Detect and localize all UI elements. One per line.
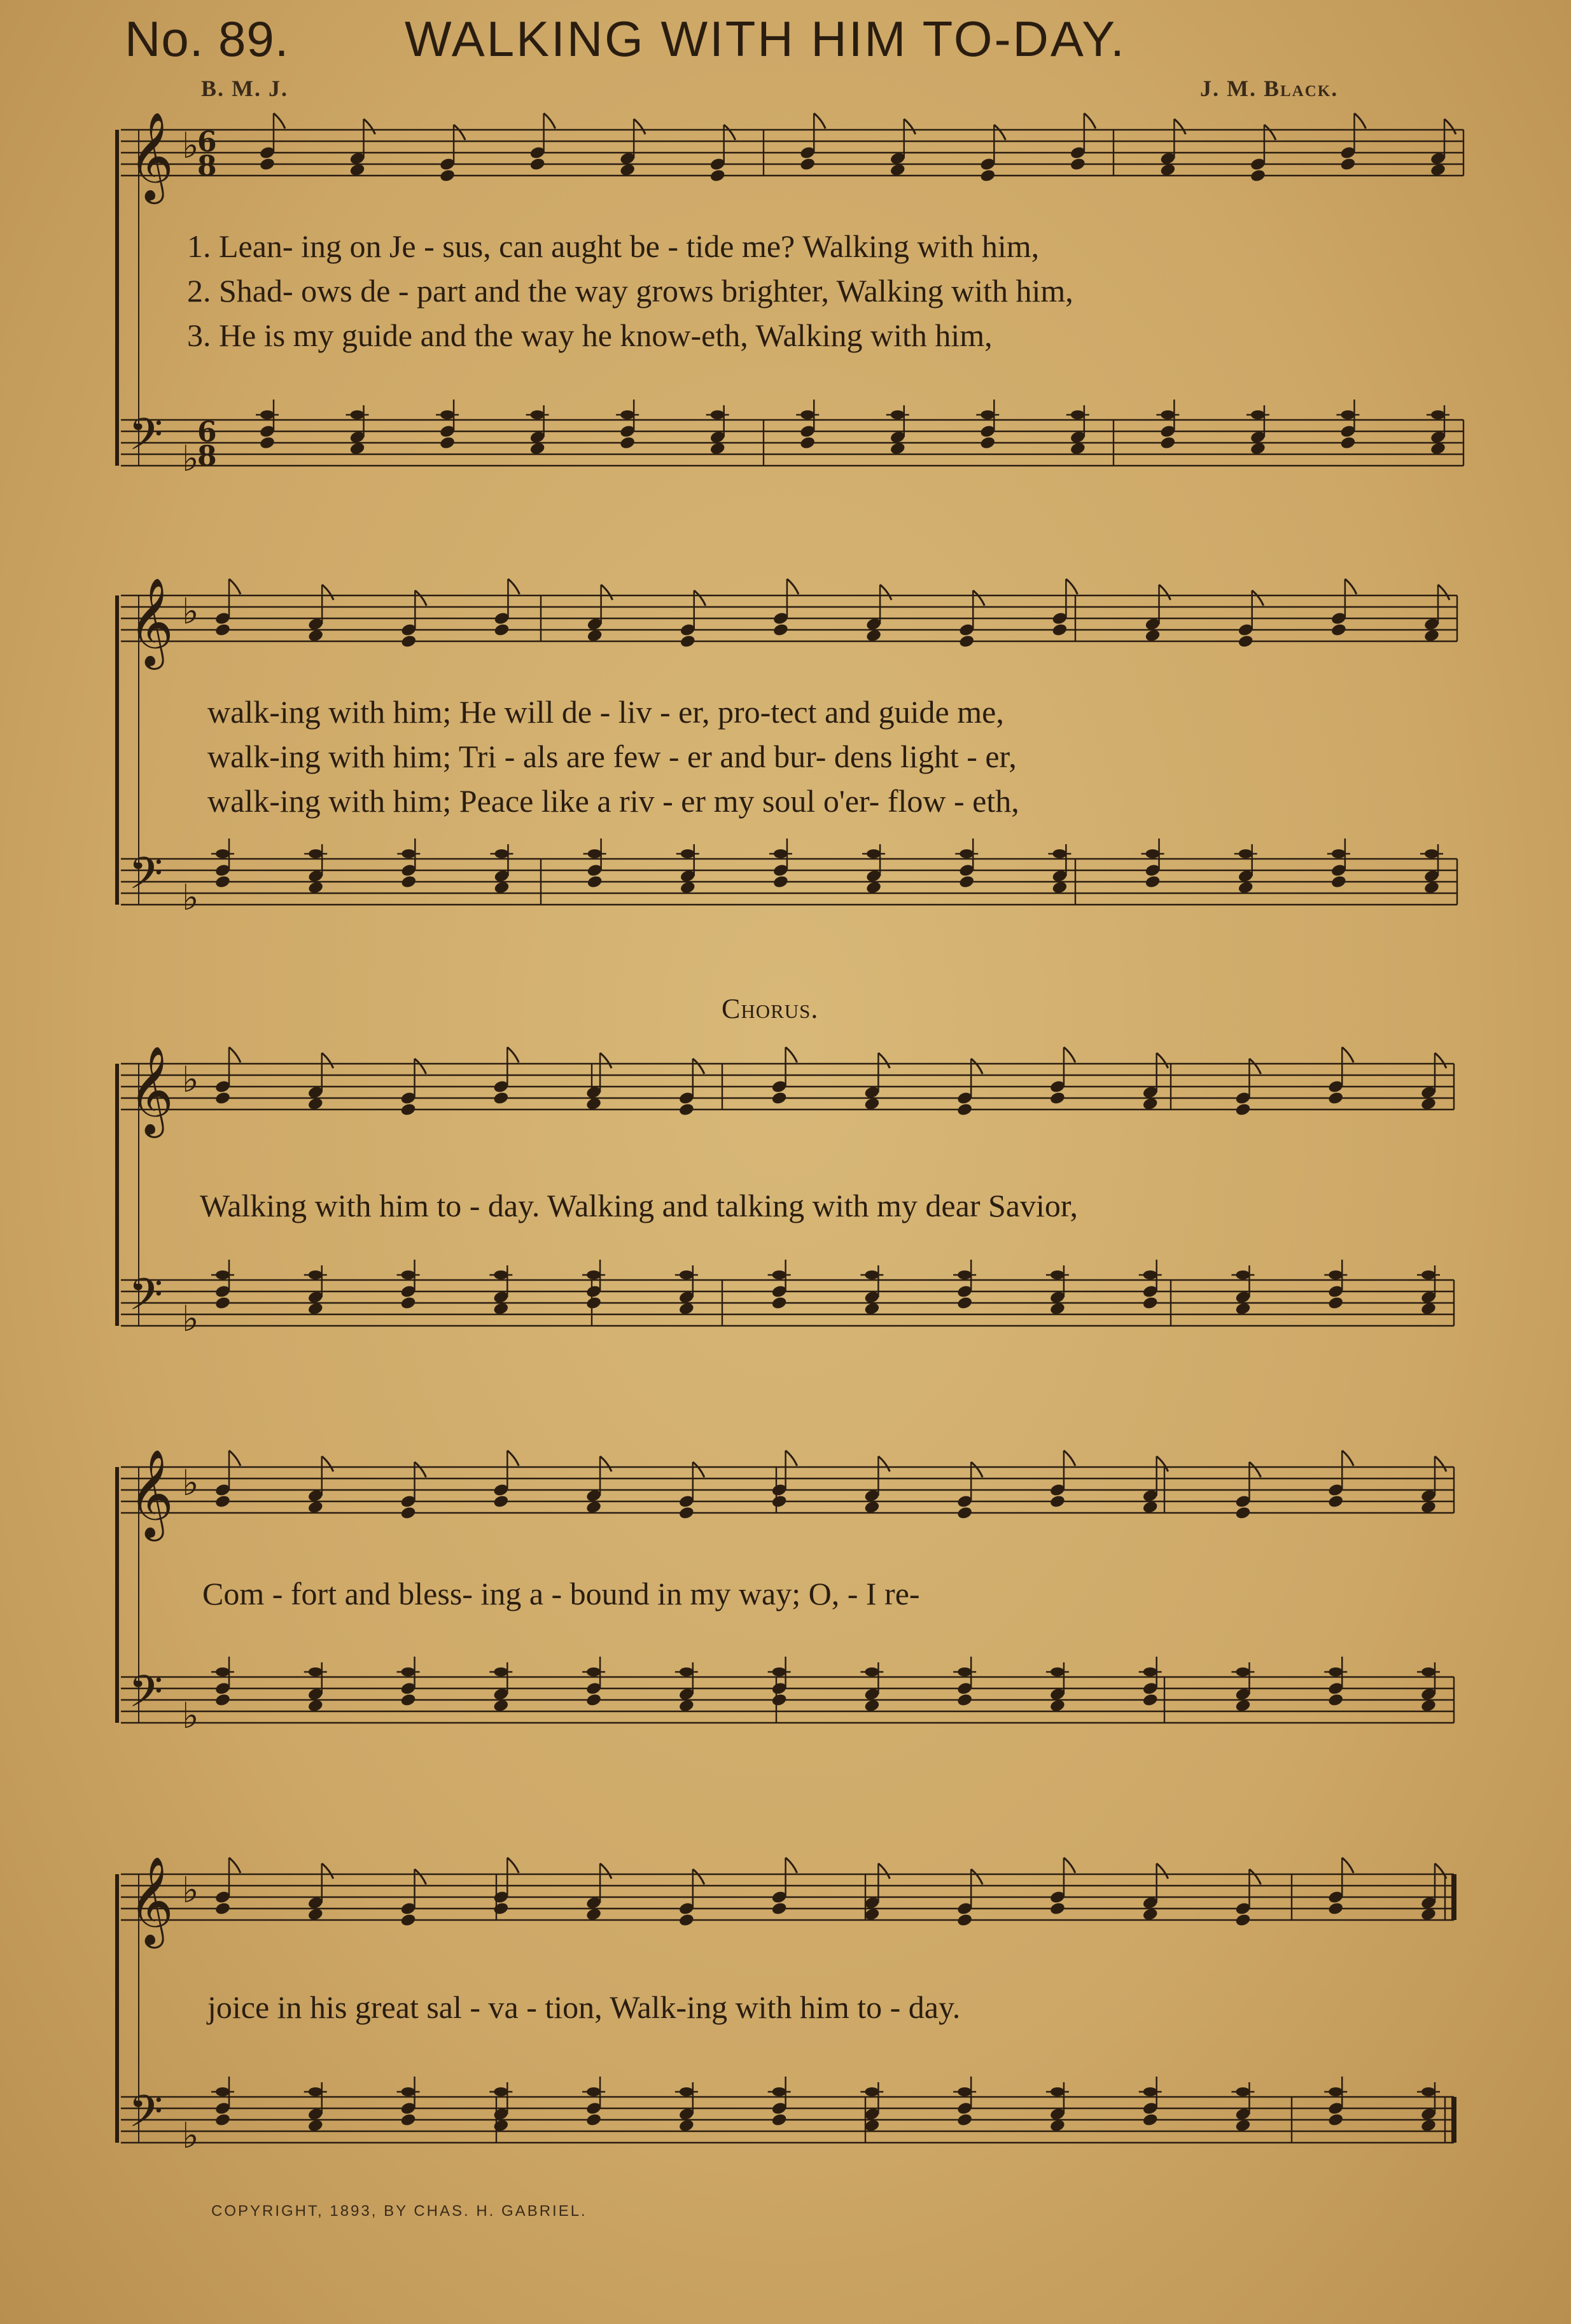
note-flag [600, 1863, 611, 1879]
note-flag [693, 1059, 704, 1074]
system-3-bass-clef-icon: 𝄢 [129, 1269, 164, 1331]
system-4-bass-flat-icon: ♭ [182, 1695, 199, 1737]
note-head [492, 1902, 509, 1916]
note-flag [1252, 590, 1264, 606]
note-head [492, 1091, 509, 1106]
note-flag [364, 119, 375, 134]
note-head [400, 1506, 416, 1520]
note-head [678, 1913, 695, 1928]
system-4-lyric: Com - fort and bless- ing a - bound in my way; O, - I re- [202, 1576, 920, 1611]
note-head [214, 623, 231, 637]
note-head [585, 1296, 602, 1311]
note-flag [601, 585, 613, 600]
copyright-notice: COPYRIGHT, 1893, BY CHAS. H. GABRIEL. [211, 2202, 587, 2220]
note-head [214, 2113, 231, 2127]
system-4-treble-flat-icon: ♭ [182, 1463, 199, 1504]
note-head [771, 1091, 788, 1106]
note-head [956, 1506, 973, 1520]
note-flag [1159, 585, 1171, 600]
note-head [1250, 169, 1266, 183]
note-head [1238, 634, 1254, 649]
bass-time-signature-top: 6 [197, 416, 217, 449]
chorus-label: Chorus. [722, 993, 819, 1024]
note-flag [1064, 1451, 1075, 1466]
note-flag [1438, 585, 1449, 600]
note-head [771, 2113, 788, 2127]
note-flag [1342, 1451, 1353, 1466]
note-head [585, 1693, 602, 1708]
note-flag [786, 1858, 797, 1873]
note-flag [1249, 1462, 1260, 1477]
note-head [1339, 436, 1356, 450]
note-flag [322, 1863, 333, 1879]
note-flag [229, 1451, 241, 1466]
note-head [214, 1494, 231, 1509]
system-2-bass-clef-icon: 𝄢 [129, 847, 164, 910]
note-flag [507, 1047, 519, 1062]
note-head [771, 1494, 788, 1509]
note-head [1330, 623, 1347, 637]
system-3-treble-flat-icon: ♭ [182, 1059, 199, 1101]
note-head [585, 2113, 602, 2127]
note-flag [1342, 1858, 1353, 1873]
note-flag [1342, 1047, 1353, 1062]
note-flag [1157, 1863, 1168, 1879]
note-flag [878, 1456, 890, 1472]
note-flag [971, 1462, 982, 1477]
system-5-lyric: joice in his great sal - va - tion, Walk-ing with him to - day. [207, 1989, 961, 2025]
note-head [587, 875, 603, 889]
note-flag [229, 1858, 241, 1873]
note-head [400, 1693, 416, 1708]
note-head [1142, 1296, 1159, 1311]
system-1-bass-clef-icon: 𝄢 [129, 408, 164, 471]
note-head [979, 436, 996, 450]
note-flag [322, 1053, 333, 1068]
hymn-title: WALKING WITH HIM TO-DAY. [405, 11, 1126, 67]
note-head [1142, 1693, 1159, 1708]
note-head [956, 1296, 973, 1311]
note-flag [600, 1456, 611, 1472]
system-5-treble-clef-icon: 𝄞 [129, 1856, 174, 1945]
note-flag [415, 590, 426, 606]
note-flag [1157, 1456, 1168, 1472]
note-flag [1249, 1869, 1260, 1884]
system-2-verse-2: walk-ing with him; Tri - als are few - er and bur- dens light - er, [207, 739, 1017, 774]
note-head [259, 436, 276, 450]
note-head [214, 1693, 231, 1708]
system-2-verse-1: walk-ing with him; He will de - liv - er, pro-tect and guide me, [207, 694, 1004, 730]
note-flag [814, 113, 825, 129]
note-flag [634, 119, 645, 134]
note-head [771, 1693, 788, 1708]
note-flag [508, 579, 519, 594]
note-head [678, 1506, 695, 1520]
note-head [439, 169, 456, 183]
note-flag [693, 1869, 704, 1884]
treble-time-signature-top: 6 [197, 126, 217, 158]
note-flag [880, 585, 891, 600]
note-head [678, 1103, 695, 1117]
note-head [1234, 1506, 1251, 1520]
system-2-verse-3: walk-ing with him; Peace like a riv - er my soul o'er- flow - eth, [207, 783, 1019, 819]
hymn-number: No. 89. [125, 11, 290, 67]
note-head [1144, 875, 1161, 889]
system-1-verse-2: 2. Shad- ows de - part and the way grows brighter, Walking with him, [187, 273, 1073, 309]
note-flag [1345, 579, 1357, 594]
system-3-lyric: Walking with him to - day. Walking and talking with my dear Savior, [200, 1188, 1079, 1223]
note-head [956, 2113, 973, 2127]
system-2-bass-flat-icon: ♭ [182, 877, 199, 919]
note-flag [724, 125, 736, 140]
system-1-treble-flat-icon: ♭ [182, 125, 199, 167]
note-flag [274, 113, 285, 129]
note-flag [786, 1047, 797, 1062]
note-flag [786, 1451, 797, 1466]
note-head [1049, 1091, 1066, 1106]
note-head [619, 436, 636, 450]
note-head [956, 1103, 973, 1117]
note-flag [693, 1462, 704, 1477]
note-flag [1264, 125, 1276, 140]
bass-time-signature-bottom: 8 [197, 440, 217, 473]
note-flag [1354, 113, 1365, 129]
note-flag [229, 579, 241, 594]
note-head [1327, 2113, 1344, 2127]
note-head [400, 1913, 416, 1928]
composer-credit: J. M. Black. [1200, 76, 1339, 101]
note-head [259, 157, 276, 172]
note-head [1330, 875, 1347, 889]
note-flag [787, 579, 799, 594]
note-head [1339, 157, 1356, 172]
note-flag [878, 1053, 890, 1068]
note-head [771, 1296, 788, 1311]
note-flag [544, 113, 555, 129]
note-head [1070, 157, 1086, 172]
note-head [799, 436, 816, 450]
note-flag [507, 1451, 519, 1466]
note-flag [1066, 579, 1077, 594]
note-head [1327, 1693, 1344, 1708]
system-5-treble-flat-icon: ♭ [182, 1870, 199, 1911]
note-head [493, 623, 510, 637]
note-head [680, 634, 696, 649]
note-head [400, 2113, 416, 2127]
note-head [772, 875, 789, 889]
note-head [799, 157, 816, 172]
treble-time-signature-bottom: 8 [197, 150, 217, 183]
note-flag [322, 1456, 333, 1472]
note-head [1049, 1494, 1066, 1509]
lyricist-credit: B. M. J. [201, 76, 288, 101]
note-head [1142, 2113, 1159, 2127]
note-flag [971, 1059, 982, 1074]
note-flag [1084, 113, 1096, 129]
note-flag [1064, 1858, 1075, 1873]
note-head [214, 1091, 231, 1106]
note-head [956, 1693, 973, 1708]
note-flag [1435, 1053, 1446, 1068]
note-head [958, 875, 975, 889]
note-flag [994, 125, 1005, 140]
note-head [529, 157, 546, 172]
system-4-bass-clef-icon: 𝄢 [129, 1666, 164, 1728]
note-flag [1249, 1059, 1260, 1074]
note-head [1051, 623, 1068, 637]
system-1-treble-clef-icon: 𝄞 [129, 112, 174, 200]
note-head [772, 623, 789, 637]
note-head [492, 1494, 509, 1509]
note-head [1327, 1902, 1344, 1916]
system-1-bass-flat-icon: ♭ [182, 438, 199, 480]
note-flag [694, 590, 706, 606]
note-head [214, 1296, 231, 1311]
note-head [1327, 1091, 1344, 1106]
system-5-bass-flat-icon: ♭ [182, 2115, 199, 2157]
note-head [979, 169, 996, 183]
system-5-bass-clef-icon: 𝄢 [129, 2085, 164, 2148]
note-head [958, 634, 975, 649]
note-head [1049, 1902, 1066, 1916]
system-4-treble-clef-icon: 𝄞 [129, 1449, 174, 1538]
note-head [400, 1103, 416, 1117]
system-3-treble-clef-icon: 𝄞 [129, 1046, 174, 1134]
system-2-treble-clef-icon: 𝄞 [129, 578, 174, 666]
note-flag [454, 125, 465, 140]
note-flag [600, 1053, 611, 1068]
note-head [1234, 1103, 1251, 1117]
note-head [400, 875, 417, 889]
note-head [709, 169, 726, 183]
note-flag [971, 1869, 982, 1884]
system-2-treble-flat-icon: ♭ [182, 591, 199, 632]
note-flag [229, 1047, 241, 1062]
note-flag [415, 1869, 426, 1884]
note-flag [1157, 1053, 1168, 1068]
note-flag [904, 119, 916, 134]
note-head [1159, 436, 1176, 450]
note-head [1327, 1494, 1344, 1509]
note-head [400, 1296, 416, 1311]
note-flag [322, 585, 333, 600]
note-head [439, 436, 456, 450]
note-flag [973, 590, 984, 606]
note-head [214, 875, 231, 889]
note-flag [415, 1059, 426, 1074]
note-flag [415, 1462, 426, 1477]
note-head [400, 634, 417, 649]
note-head [214, 1902, 231, 1916]
note-head [1234, 1913, 1251, 1928]
system-1-verse-3: 3. He is my guide and the way he know-eth, Walking with him, [187, 317, 993, 353]
note-flag [507, 1858, 519, 1873]
note-head [771, 1902, 788, 1916]
note-flag [1174, 119, 1185, 134]
note-head [1327, 1296, 1344, 1311]
note-flag [1444, 119, 1456, 134]
system-3-bass-flat-icon: ♭ [182, 1298, 199, 1340]
system-1-verse-1: 1. Lean- ing on Je - sus, can aught be - tide me? Walking with him, [187, 228, 1040, 264]
note-flag [1064, 1047, 1075, 1062]
note-head [956, 1913, 973, 1928]
note-flag [1435, 1456, 1446, 1472]
note-flag [878, 1863, 890, 1879]
